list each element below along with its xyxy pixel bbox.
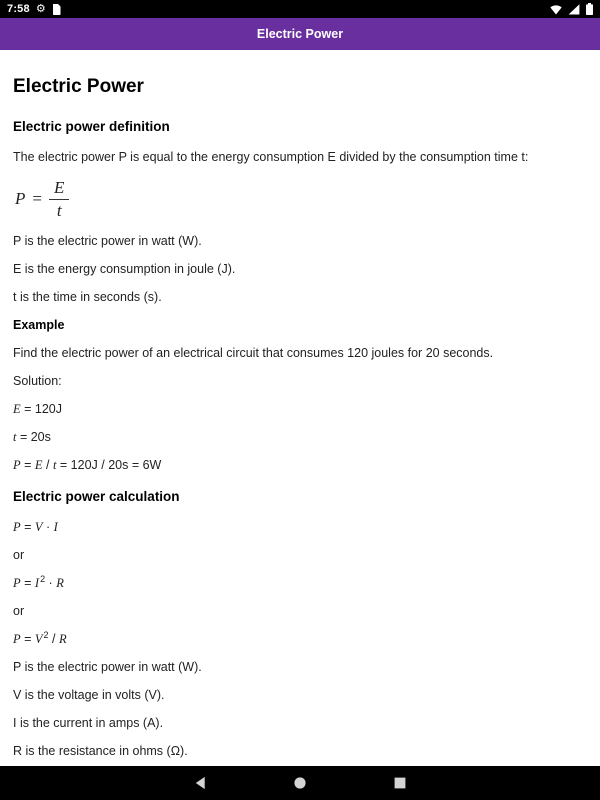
calc-note-p: P is the electric power in watt (W). — [13, 660, 202, 675]
file-icon — [52, 4, 61, 15]
formula-lhs: P — [15, 189, 26, 209]
variable-t: t — [13, 430, 17, 445]
or-text: or — [13, 548, 25, 563]
example-line-t — [13, 430, 584, 445]
nav-bar — [0, 766, 600, 800]
or-text: or — [13, 604, 25, 619]
page-title: Electric Power — [13, 76, 144, 97]
example-line-p — [13, 458, 584, 473]
equation-text: / — [48, 632, 59, 647]
app-bar — [0, 18, 600, 50]
signal-icon — [568, 4, 580, 15]
home-button[interactable] — [290, 773, 310, 793]
calc-formula-2 — [13, 573, 584, 591]
variable-e: E — [34, 458, 43, 473]
back-button[interactable] — [190, 773, 210, 793]
content-scroll[interactable] — [0, 50, 600, 800]
recents-button[interactable] — [390, 773, 410, 793]
equation-text: / — [42, 458, 53, 473]
equation-text: · — [45, 576, 57, 591]
variable-i: I — [34, 576, 40, 591]
settings-icon: ⚙ — [35, 2, 46, 15]
equation-text: = 120J / 20s = 6W — [56, 458, 162, 473]
variable-t: t — [52, 458, 57, 473]
equation-text: = 20s — [16, 430, 51, 445]
app-bar-title: Electric Power — [256, 27, 344, 41]
battery-icon — [586, 3, 593, 15]
formula-fraction — [49, 178, 69, 220]
superscript-2: 2 — [40, 573, 46, 584]
equation-text: = — [20, 458, 35, 473]
equation-text: = — [20, 520, 35, 535]
formula-numerator: E — [49, 178, 69, 200]
example-problem: Find the electric power of an electrical circuit that consumes 120 joules for 20 seconds. — [13, 346, 494, 361]
wifi-icon — [550, 4, 562, 15]
solution-label: Solution: — [13, 374, 62, 389]
variable-p: P — [13, 576, 21, 591]
formula-power-definition — [15, 178, 584, 220]
section-heading-definition: Electric power definition — [13, 119, 170, 134]
calc-formula-3 — [13, 629, 584, 647]
variable-p: P — [13, 458, 21, 473]
variable-v: V — [34, 520, 43, 535]
definition-note-e: E is the energy consumption in joule (J). — [13, 262, 236, 277]
definition-note-t: t is the time in seconds (s). — [13, 290, 162, 305]
variable-r: R — [56, 576, 64, 591]
formula-equals: = — [32, 189, 42, 209]
calc-formula-1 — [13, 520, 584, 535]
recents-icon — [392, 775, 408, 791]
calc-note-v: V is the voltage in volts (V). — [13, 688, 165, 703]
equation-text: = — [20, 632, 35, 647]
formula — [15, 178, 69, 220]
equation-text: = — [20, 576, 35, 591]
variable-r: R — [58, 632, 67, 647]
calc-note-i: I is the current in amps (A). — [13, 716, 164, 731]
definition-intro: The electric power P is equal to the energy consumption E divided by the consumption time t: — [13, 150, 529, 164]
equation-text: = 120J — [20, 402, 62, 417]
home-icon — [292, 775, 308, 791]
example-heading: Example — [13, 318, 65, 333]
superscript-2: 2 — [43, 629, 49, 640]
variable-i: I — [53, 520, 58, 535]
back-icon — [193, 775, 208, 791]
section-heading-calculation: Electric power calculation — [13, 489, 180, 505]
calc-note-r: R is the resistance in ohms (Ω). — [13, 744, 188, 759]
definition-note-p: P is the electric power in watt (W). — [13, 234, 202, 249]
variable-e: E — [13, 402, 21, 417]
status-time: 7:58 — [7, 3, 30, 15]
status-bar — [0, 0, 600, 18]
variable-p: P — [13, 520, 21, 535]
variable-v: V — [34, 632, 43, 647]
formula-denominator: t — [56, 200, 62, 220]
variable-p: P — [13, 632, 21, 647]
equation-text: · — [42, 520, 54, 535]
example-line-e — [13, 402, 584, 417]
